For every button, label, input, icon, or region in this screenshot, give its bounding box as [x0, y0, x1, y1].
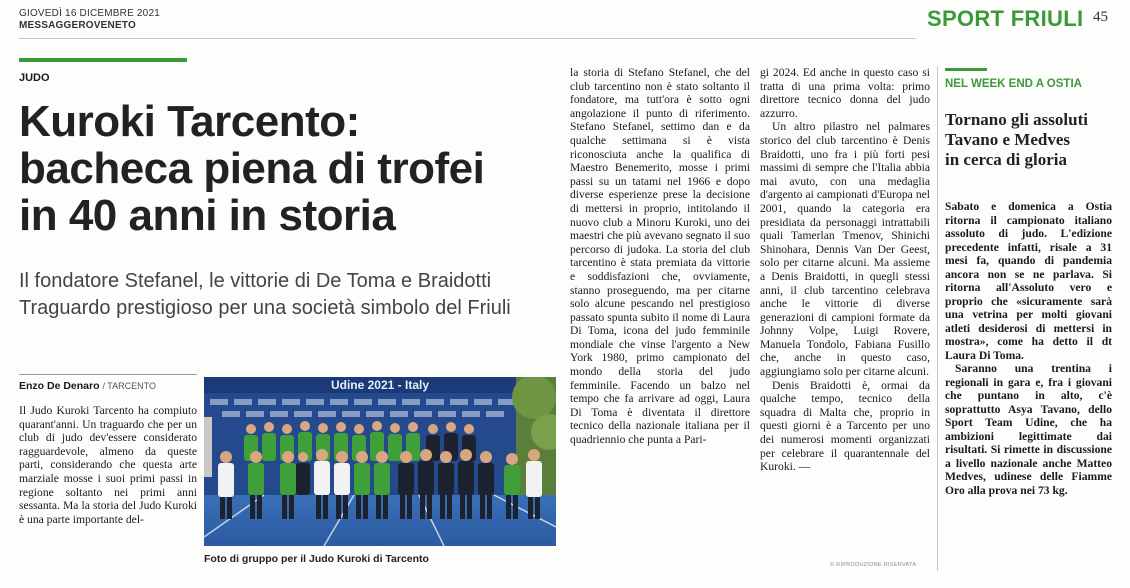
paragraph: Sabato e domenica a Ostia ritorna il campionato italiano assoluto di judo. L'edizione precedente infatti, risale a 31 mesi fa, quando di pandemia ancora non se ne parlava. Si ritorna all'Assoluto vero e proprio che «sicuramente sarà una vetrina per molti giovani atleti desiderosi di mettersi in mostra», come ha detto il dt Laura Di Toma. [945, 200, 1112, 362]
paragraph: Denis Braidotti è, ormai da qualche tempo, tecnico della squadra di Malta che, proprio in questi giorni è a Tarcento per uno dei numerosi momenti organizzati per celebrare il quarantennale del Kuroki. — [760, 378, 930, 474]
section-title: SPORT FRIULI [927, 6, 1084, 31]
column-divider [937, 66, 938, 571]
issue-date: GIOVEDÌ 16 DICEMBRE 2021 [19, 8, 160, 19]
paragraph: gi 2024. Ed anche in questo caso si tratta di una prima volta: primo direttore tecnico donna del judo azzurro. [760, 66, 930, 120]
sidebar-headline [945, 110, 1115, 170]
paragraph: Il Judo Kuroki Tarcento ha compiuto quarant'anni. Un traguardo che per un club di judo dev'essere considerato ragguardevole, almeno da queste parti, considerando che questa arte marziale mosse i suoi primi passi in regione soltanto nei primi anni sessanta. Ma la storia del Judo Kuroki è una parte importante del- [19, 404, 197, 526]
page-number: 45 [1093, 9, 1108, 25]
article-kicker: JUDO [19, 72, 50, 84]
sidebar-headline-line: Tavano e Medves [945, 130, 1070, 149]
paragraph: la storia di Stefano Stefanel, che del club tarcentino non è stato soltanto il fondatore, ma tutt'ora è sotto ogni angolazione il punto di riferimento. Stefano Stefanel, settimo dan e da qualche settimana si è vista riconosciuta anche la qualifica di Maestro Benemerito, mosse i primi passi su un tatami nel 1966 e dopo diverse esperienze prese la decisione di mettersi in proprio, intitolando il nuovo club a Minoru Kuroki, uno dei maestri che più avevano segnato il suo percorso di judoka. La storia del club tarcentino è stata premiata da vittorie e soddisfazioni che, ovviamente, stanno proseguendo, ma per citarne solo alcune pescando nel prestigioso passato spunta subito il nome di Laura Di Toma, icona del judo femminile mondiale che vinse l'argento a New York 1980, primo campionato del mondo della storia del judo femminile. Facendo un balzo nel tempo che fa arrivare ad oggi, Laura Di Toma è diventata il direttore tecnico della nazionale italiana per il quadriennio che punta a Pari- [570, 66, 750, 447]
headline-line: in 40 anni in storia [19, 191, 396, 240]
photo-caption: Foto di gruppo per il Judo Kuroki di Tarcento [204, 553, 429, 565]
newspaper-name: MESSAGGEROVENETO [19, 20, 136, 31]
byline-rule [19, 374, 197, 375]
group-photo [204, 377, 556, 546]
paragraph: Un altro pilastro nel palmares storico del club tarcentino è Denis Braidotti, uno fra i più forti pesi massimi di sempre che l'Italia abbia mai avuto, con una medaglia d'argento ai campionati d'Europa nel 2001, quando la categoria era presidiata da personaggi intrattabili quali Tamerlan Tmenov, Shinichi Shinohara, Dennis Van Der Geest, solo per citarne alcuni. Ma assieme a Denis Braidotti, in quegli stessi anni, il club tarcentino celebrava anche le vittorie di diverse generazioni di campioni formate da Johnny Volpe, Luigi Rovere, Manuela Tondolo, Fabiana Fusillo che, anche in questo caso, aggiungiamo solo per citarne alcuni. [760, 120, 930, 379]
article-subheading [19, 268, 559, 322]
author-name: Enzo De Denaro [19, 380, 100, 392]
headline-line: bacheca piena di trofei [19, 144, 485, 193]
subhead-line: Traguardo prestigioso per una società simbolo del Friuli [19, 297, 511, 319]
reproduction-notice: © RIPRODUZIONE RISERVATA [830, 562, 917, 568]
sidebar-body [945, 200, 1112, 497]
header-rule [19, 38, 916, 39]
masthead [19, 8, 160, 32]
group-photo-illustration [204, 377, 556, 546]
paragraph: Saranno una trentina i regionali in gara e, fra i giovani che puntano in alto, c'è soprattutto Asya Tavano, dello Sport Team Udine, che ha ambizioni legittimate dai risultati. Si rimette in discussione a livello nazionale anche Matteo Medves, udinese delle Fiamme Oro alla prova nei 73 kg. [945, 362, 1112, 497]
article-column-3 [760, 66, 930, 474]
article-headline [19, 98, 549, 239]
article-column-1 [19, 404, 197, 526]
sidebar-headline-line: in cerca di gloria [945, 150, 1067, 169]
photo-banner-text: Udine 2021 - Italy [330, 378, 430, 392]
sidebar-kicker: NEL WEEK END A OSTIA [945, 78, 1082, 90]
headline-line: Kuroki Tarcento: [19, 97, 360, 146]
subhead-line: Il fondatore Stefanel, le vittorie di De Toma e Braidotti [19, 270, 492, 292]
sidebar-accent-bar [945, 68, 987, 71]
byline: Enzo De Denaro / TARCENTO [19, 380, 156, 392]
article-column-2 [570, 66, 750, 447]
kicker-accent-bar [19, 58, 187, 62]
sidebar-headline-line: Tornano gli assoluti [945, 110, 1088, 129]
dateline-location: TARCENTO [107, 381, 156, 391]
